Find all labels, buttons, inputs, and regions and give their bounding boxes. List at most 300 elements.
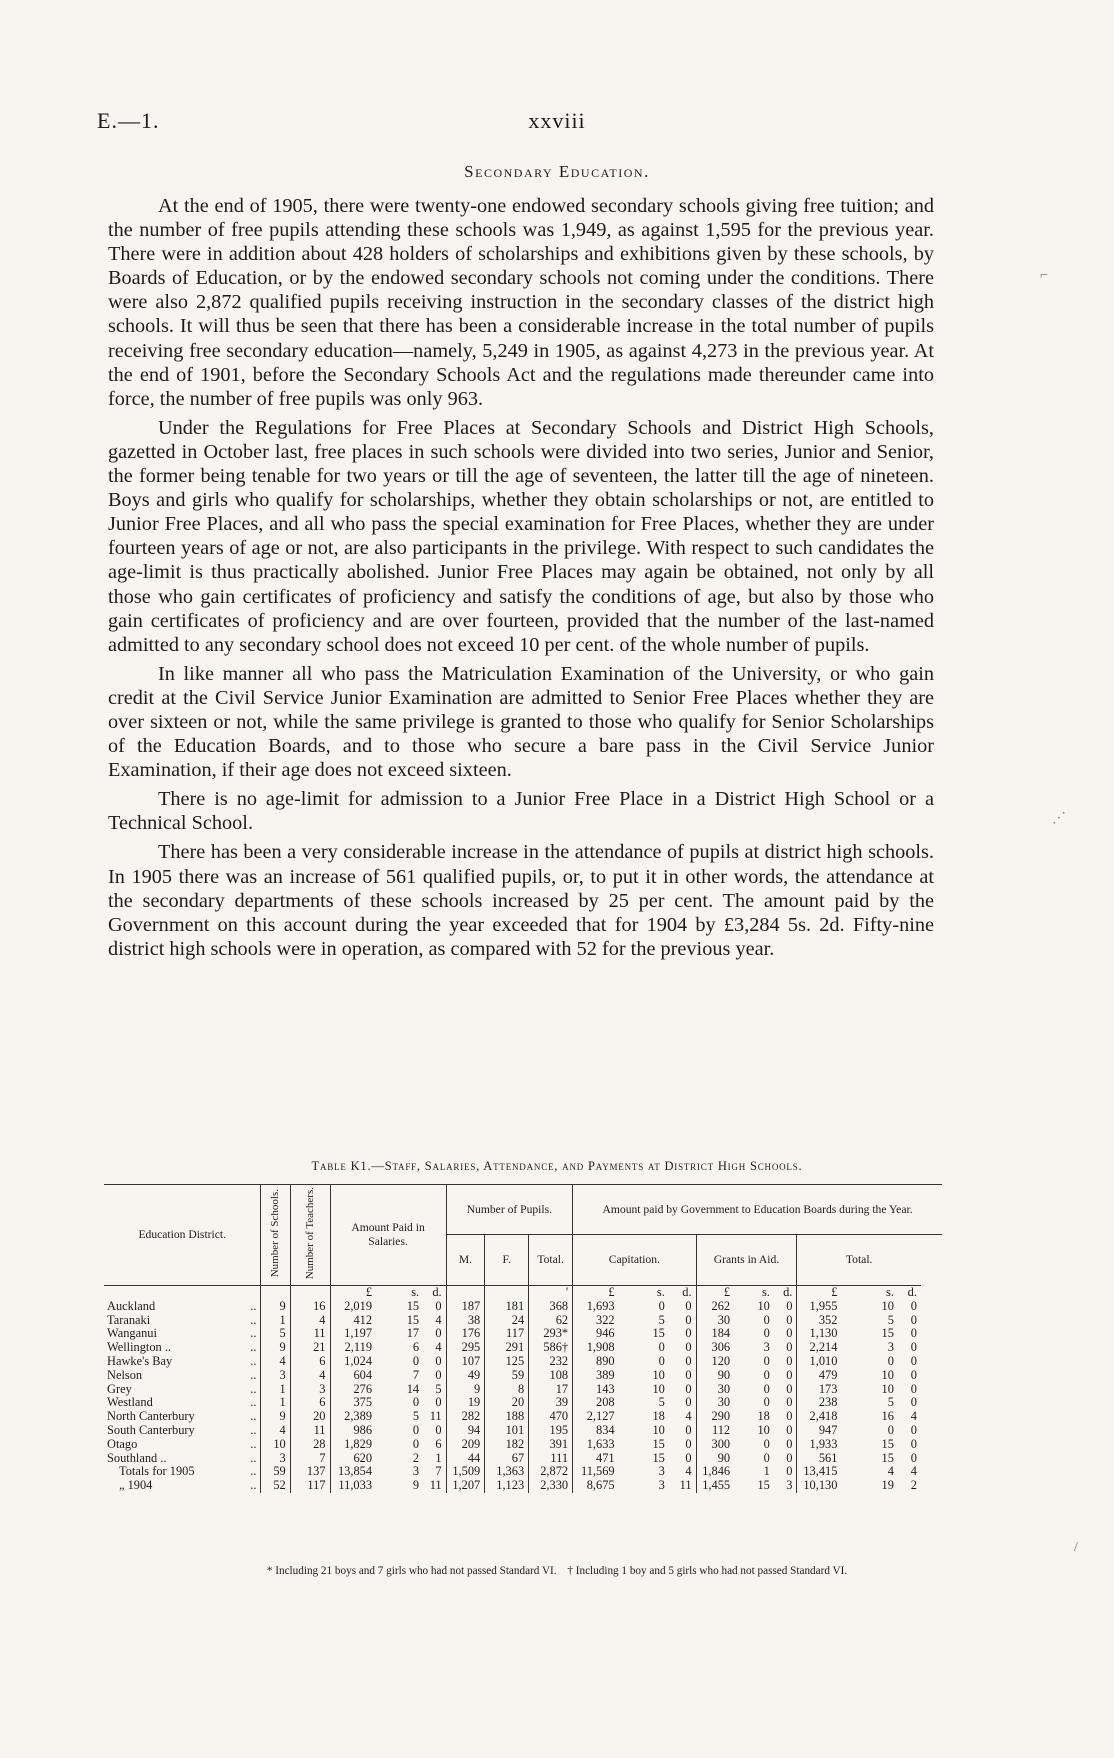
grant-shillings: 0 xyxy=(763,1436,770,1451)
salary-shillings: 14 xyxy=(406,1381,420,1396)
leader-dots: .. xyxy=(250,1464,257,1479)
payment-total-shillings: 19 xyxy=(881,1478,894,1493)
pupils-total: 17 xyxy=(529,1383,573,1397)
district-label: Westland xyxy=(107,1395,153,1410)
capitation-pounds: 208 xyxy=(573,1396,619,1410)
grant-pounds: 290 xyxy=(696,1410,734,1424)
pupils-male: 187 xyxy=(446,1300,485,1314)
unit-shillings: s. xyxy=(411,1284,420,1299)
spacer-cell xyxy=(921,1479,942,1493)
margin-mark: ⌐ xyxy=(1040,268,1048,283)
grant-pounds: 120 xyxy=(696,1355,734,1369)
salary-pence: 11 xyxy=(429,1478,442,1493)
leader-dots: .. xyxy=(250,1436,257,1451)
payment-total-pounds: 13,415 xyxy=(797,1465,842,1479)
capitation-shillings: 10 xyxy=(652,1381,665,1396)
section-title: Secondary Education. xyxy=(464,162,650,181)
salary-pence: 0 xyxy=(435,1353,442,1368)
capitation-pounds: 834 xyxy=(573,1424,619,1438)
teachers-count: 28 xyxy=(290,1438,330,1452)
salary-shillings: 0 xyxy=(412,1353,420,1368)
pupils-female: 181 xyxy=(485,1300,529,1314)
table-row xyxy=(104,1355,942,1369)
header-number-of-schools: Number of Schools. xyxy=(269,1188,282,1278)
spacer-cell xyxy=(921,1465,942,1479)
salary-shillings: 9 xyxy=(412,1478,420,1493)
capitation-pence: 11 xyxy=(679,1478,692,1493)
pupils-female: 20 xyxy=(485,1396,529,1410)
salary-shillings: 0 xyxy=(412,1422,420,1437)
pupils-total: 470 xyxy=(529,1410,573,1424)
capitation-shillings: 10 xyxy=(652,1367,665,1382)
grant-pence: 0 xyxy=(786,1422,793,1437)
pupils-total: 2,330 xyxy=(529,1479,573,1493)
grant-pounds: 1,455 xyxy=(696,1479,734,1493)
body-text xyxy=(108,194,934,966)
grant-pounds: 30 xyxy=(696,1383,734,1397)
capitation-pounds: 1,693 xyxy=(573,1300,619,1314)
capitation-shillings: 0 xyxy=(658,1298,665,1313)
totals-label-text: Totals for 1905 xyxy=(119,1464,195,1479)
pupils-male: 282 xyxy=(446,1410,485,1424)
payment-total-pounds: 1,130 xyxy=(797,1327,842,1341)
grant-pence: 3 xyxy=(786,1478,793,1493)
table-k1 xyxy=(104,1184,942,1493)
payment-total-shillings: 5 xyxy=(887,1395,894,1410)
district-label: North Canterbury xyxy=(107,1409,195,1424)
salary-shillings: 3 xyxy=(412,1464,420,1479)
spacer-cell xyxy=(921,1314,942,1328)
pupils-female: 67 xyxy=(485,1452,529,1466)
pupils-total: 62 xyxy=(529,1314,573,1328)
salary-pence: 7 xyxy=(435,1464,442,1479)
pupils-male: 44 xyxy=(446,1452,485,1466)
district-label: South Canterbury xyxy=(107,1422,195,1437)
paragraph: In like manner all who pass the Matriculation Examination of the University, or who gain credit at the Civil Service Junior Examination are admitted to Senior Free Places whether they are over sixteen or not, while the same privilege is granted to those who qualify for Senior Scholarships of the Education Boards, and to those who secure a bare pass in the Civil Service Junior Examination, if their age does not exceed sixteen. xyxy=(108,662,934,782)
district-name xyxy=(104,1355,261,1369)
unit-pound: £ xyxy=(330,1285,376,1299)
grant-pounds: 306 xyxy=(696,1341,734,1355)
pupils-female: 24 xyxy=(485,1314,529,1328)
payment-total-shillings: 10 xyxy=(881,1298,894,1313)
spacer-cell xyxy=(921,1396,942,1410)
salary-shillings: 0 xyxy=(412,1436,420,1451)
table-row xyxy=(104,1410,942,1424)
salary-shillings: 7 xyxy=(412,1367,420,1382)
district-name xyxy=(104,1314,261,1328)
leader-dots: .. xyxy=(250,1298,257,1313)
capitation-pence: 0 xyxy=(685,1395,692,1410)
pupils-female: 59 xyxy=(485,1369,529,1383)
pupils-female: 291 xyxy=(485,1341,529,1355)
grant-pence: 0 xyxy=(786,1298,793,1313)
salary-pence: 0 xyxy=(435,1367,442,1382)
payment-total-pence: 0 xyxy=(910,1298,917,1313)
header-grants-in-aid: Grants in Aid. xyxy=(696,1235,797,1286)
grant-pence: 0 xyxy=(786,1326,793,1341)
capitation-pounds: 322 xyxy=(573,1314,619,1328)
pupils-total: 586† xyxy=(529,1341,573,1355)
pupils-male: 1,509 xyxy=(446,1465,485,1479)
table-row xyxy=(104,1327,942,1341)
payment-total-pence: 0 xyxy=(910,1381,917,1396)
capitation-pence: 0 xyxy=(685,1367,692,1382)
pupils-male: 176 xyxy=(446,1327,485,1341)
pupils-male: 94 xyxy=(446,1424,485,1438)
grant-pence: 0 xyxy=(786,1464,793,1479)
schools-count: 59 xyxy=(261,1465,290,1479)
district-name xyxy=(104,1410,261,1424)
grant-shillings: 0 xyxy=(763,1450,770,1465)
payment-total-pounds: 2,418 xyxy=(797,1410,842,1424)
leader-dots: .. xyxy=(250,1367,257,1382)
payment-total-pence: 0 xyxy=(910,1422,917,1437)
payment-total-pence: 0 xyxy=(910,1450,917,1465)
salary-pence: 0 xyxy=(435,1298,442,1313)
spacer-cell xyxy=(921,1410,942,1424)
salary-shillings: 17 xyxy=(406,1326,420,1341)
paragraph: At the end of 1905, there were twenty-one endowed secondary schools giving free tuition; and the number of free pupils attending these schools was 1,949, as against 1,595 for the previous year. There were in addition about 428 holders of scholarships and exhibitions given by these schools, by Boards of Education, or by the endowed secondary schools not coming under the conditions. There were also 2,872 qualified pupils receiving instruction in the secondary classes of the district high schools. It will thus be seen that there has been a considerable increase in the total number of pupils receiving free secondary education—namely, 5,249 in 1905, as against 4,273 in the previous year. At the end of 1901, before the Secondary Schools Act and the regulations made thereunder came into force, the number of free pupils was only 963. xyxy=(108,195,934,410)
capitation-pounds: 11,569 xyxy=(573,1465,619,1479)
salary-pence: 1 xyxy=(435,1450,442,1465)
salary-shillings: 5 xyxy=(412,1409,420,1424)
schools-count: 1 xyxy=(261,1314,290,1328)
spacer-cell xyxy=(921,1369,942,1383)
unit-pence: d. xyxy=(682,1284,692,1299)
payment-total-shillings: 3 xyxy=(887,1340,894,1355)
payment-total-pence: 4 xyxy=(910,1464,917,1479)
district-label: Southland .. xyxy=(107,1450,167,1465)
totals-label xyxy=(104,1479,261,1493)
capitation-pounds: 946 xyxy=(573,1327,619,1341)
grant-pence: 0 xyxy=(786,1353,793,1368)
unit-pound: £ xyxy=(696,1285,734,1299)
salary-pounds: 2,119 xyxy=(330,1341,376,1355)
district-label: Grey xyxy=(107,1381,132,1396)
payment-total-pounds: 10,130 xyxy=(797,1479,842,1493)
spacer-cell xyxy=(921,1300,942,1314)
pupils-male: 295 xyxy=(446,1341,485,1355)
totals-label-text: „ 1904 xyxy=(119,1478,153,1493)
district-name xyxy=(104,1424,261,1438)
header-government-payments: Amount paid by Government to Education Boards during the Year. xyxy=(573,1185,942,1235)
pupils-male: 19 xyxy=(446,1396,485,1410)
grant-pence: 0 xyxy=(786,1340,793,1355)
grant-shillings: 0 xyxy=(763,1326,770,1341)
salary-pounds: 604 xyxy=(330,1369,376,1383)
grant-pounds: 262 xyxy=(696,1300,734,1314)
grant-shillings: 18 xyxy=(757,1409,770,1424)
capitation-pence: 4 xyxy=(685,1464,692,1479)
payment-total-pounds: 1,933 xyxy=(797,1438,842,1452)
grant-shillings: 3 xyxy=(763,1340,770,1355)
header-male: M. xyxy=(446,1235,485,1286)
capitation-shillings: 15 xyxy=(652,1436,665,1451)
salary-pence: 0 xyxy=(435,1422,442,1437)
grant-shillings: 0 xyxy=(763,1395,770,1410)
capitation-shillings: 15 xyxy=(652,1450,665,1465)
spacer-cell xyxy=(921,1327,942,1341)
pupils-male: 209 xyxy=(446,1438,485,1452)
capitation-shillings: 15 xyxy=(652,1326,665,1341)
capitation-pence: 0 xyxy=(685,1312,692,1327)
pupils-male: 9 xyxy=(446,1383,485,1397)
payment-total-shillings: 15 xyxy=(881,1326,894,1341)
schools-count: 1 xyxy=(261,1396,290,1410)
salary-pounds: 1,829 xyxy=(330,1438,376,1452)
capitation-pounds: 1,908 xyxy=(573,1341,619,1355)
grant-shillings: 1 xyxy=(763,1464,770,1479)
pupils-total: 368 xyxy=(529,1300,573,1314)
capitation-pence: 0 xyxy=(685,1422,692,1437)
unit-pound: £ xyxy=(573,1285,619,1299)
salary-pence: 4 xyxy=(435,1312,442,1327)
document-reference: E.—1. xyxy=(97,108,160,133)
salary-pence: 0 xyxy=(435,1395,442,1410)
payment-total-pounds: 173 xyxy=(797,1383,842,1397)
grant-pounds: 30 xyxy=(696,1314,734,1328)
paragraph: Under the Regulations for Free Places at Secondary Schools and District High Schools, gazetted in October last, free places in such schools were divided into two series, Junior and Senior, the former being tenable for two years or till the age of seventeen, the latter till the age of nineteen. Boys and girls who qualify for scholarships, whether they obtain scholarships or not, are entitled to Junior Free Places, and all who pass the special examination for Free Places, whether they are under fourteen years of age or not, are also participants in the privilege. With respect to such candidates the age-limit is thus practically abolished. Junior Free Places may again be obtained, not only by all those who gain certificates of proficiency and satisfy the conditions of age, but also by those who gain certificates of proficiency and are over fourteen, provided that the number of the last-named admitted to any secondary school does not exceed 10 per cent. of the whole number of pupils. xyxy=(108,416,934,656)
pupils-female: 1,363 xyxy=(485,1465,529,1479)
payment-total-shillings: 5 xyxy=(887,1312,894,1327)
header-female: F. xyxy=(485,1235,529,1286)
salary-pence: 4 xyxy=(435,1340,442,1355)
grant-pounds: 1,846 xyxy=(696,1465,734,1479)
payment-total-pounds: 352 xyxy=(797,1314,842,1328)
salary-pounds: 1,024 xyxy=(330,1355,376,1369)
grant-shillings: 0 xyxy=(763,1353,770,1368)
salary-pence: 5 xyxy=(435,1381,442,1396)
capitation-pence: 0 xyxy=(685,1450,692,1465)
unit-pence: d. xyxy=(783,1284,793,1299)
teachers-count: 4 xyxy=(290,1314,330,1328)
district-label: Wellington .. xyxy=(107,1340,172,1355)
schools-count: 4 xyxy=(261,1424,290,1438)
salary-pounds: 11,033 xyxy=(330,1479,376,1493)
footnote-dagger: † Including 1 boy and 5 girls who had not passed Standard VI. xyxy=(567,1565,848,1577)
header-capitation: Capitation. xyxy=(573,1235,696,1286)
units-row xyxy=(104,1285,942,1299)
salary-pounds: 13,854 xyxy=(330,1465,376,1479)
capitation-shillings: 5 xyxy=(658,1312,665,1327)
leader-dots: .. xyxy=(250,1340,257,1355)
header-education-district: Education District. xyxy=(104,1185,261,1286)
capitation-shillings: 3 xyxy=(658,1464,665,1479)
unit-mark: ' xyxy=(529,1285,573,1299)
payment-total-pence: 0 xyxy=(910,1326,917,1341)
table-footnotes xyxy=(0,1565,1114,1577)
schools-count: 9 xyxy=(261,1341,290,1355)
payment-total-pence: 0 xyxy=(910,1340,917,1355)
teachers-count: 4 xyxy=(290,1369,330,1383)
spacer-cell xyxy=(921,1355,942,1369)
salary-pounds: 1,197 xyxy=(330,1327,376,1341)
grant-pounds: 90 xyxy=(696,1369,734,1383)
salary-shillings: 2 xyxy=(412,1450,420,1465)
payment-total-shillings: 4 xyxy=(887,1464,894,1479)
grant-pounds: 30 xyxy=(696,1396,734,1410)
district-name xyxy=(104,1327,261,1341)
district-label: Hawke's Bay xyxy=(107,1353,173,1368)
pupils-total: 108 xyxy=(529,1369,573,1383)
payment-total-pounds: 1,010 xyxy=(797,1355,842,1369)
grant-pence: 0 xyxy=(786,1381,793,1396)
salary-pounds: 986 xyxy=(330,1424,376,1438)
salary-pounds: 2,019 xyxy=(330,1300,376,1314)
grant-pence: 0 xyxy=(786,1436,793,1451)
grant-pounds: 184 xyxy=(696,1327,734,1341)
header-payments-total: Total. xyxy=(797,1235,921,1286)
payment-total-pounds: 479 xyxy=(797,1369,842,1383)
grant-pence: 0 xyxy=(786,1395,793,1410)
leader-dots: .. xyxy=(250,1422,257,1437)
salary-shillings: 0 xyxy=(412,1395,420,1410)
salary-shillings: 15 xyxy=(406,1312,420,1327)
grant-pence: 0 xyxy=(786,1450,793,1465)
capitation-pounds: 890 xyxy=(573,1355,619,1369)
leader-dots: .. xyxy=(250,1326,257,1341)
capitation-pence: 0 xyxy=(685,1436,692,1451)
payment-total-pence: 0 xyxy=(910,1367,917,1382)
table-row xyxy=(104,1396,942,1410)
leader-dots: .. xyxy=(250,1409,257,1424)
salary-pounds: 412 xyxy=(330,1314,376,1328)
pupils-male: 107 xyxy=(446,1355,485,1369)
payment-total-pence: 0 xyxy=(910,1312,917,1327)
margin-mark: / xyxy=(1074,1540,1078,1555)
margin-mark: ⋰ xyxy=(1052,811,1066,826)
leader-dots: .. xyxy=(250,1450,257,1465)
district-name xyxy=(104,1438,261,1452)
payment-total-pounds: 238 xyxy=(797,1396,842,1410)
payment-total-pence: 4 xyxy=(910,1409,917,1424)
unit-shillings: s. xyxy=(761,1284,770,1299)
district-name xyxy=(104,1341,261,1355)
unit-pence: d. xyxy=(432,1284,442,1299)
district-name xyxy=(104,1369,261,1383)
payment-total-pounds: 947 xyxy=(797,1424,842,1438)
schools-count: 3 xyxy=(261,1452,290,1466)
teachers-count: 21 xyxy=(290,1341,330,1355)
salary-shillings: 6 xyxy=(412,1340,420,1355)
pupils-female: 8 xyxy=(485,1383,529,1397)
teachers-count: 117 xyxy=(290,1479,330,1493)
header-pupils-total: Total. xyxy=(529,1235,573,1286)
schools-count: 10 xyxy=(261,1438,290,1452)
leader-dots: .. xyxy=(250,1395,257,1410)
payment-total-shillings: 16 xyxy=(881,1409,894,1424)
district-name xyxy=(104,1452,261,1466)
salary-pence: 11 xyxy=(429,1409,442,1424)
capitation-shillings: 18 xyxy=(652,1409,665,1424)
grant-pounds: 112 xyxy=(696,1424,734,1438)
table-row xyxy=(104,1314,942,1328)
pupils-female: 117 xyxy=(485,1327,529,1341)
payment-total-pence: 0 xyxy=(910,1395,917,1410)
leader-dots: .. xyxy=(250,1353,257,1368)
pupils-total: 195 xyxy=(529,1424,573,1438)
schools-count: 1 xyxy=(261,1383,290,1397)
payment-total-shillings: 15 xyxy=(881,1450,894,1465)
table-caption: Table K1.—Staff, Salaries, Attendance, and Payments at District High Schools. xyxy=(311,1159,803,1173)
pupils-female: 125 xyxy=(485,1355,529,1369)
schools-count: 9 xyxy=(261,1300,290,1314)
grant-pence: 0 xyxy=(786,1312,793,1327)
spacer-cell xyxy=(921,1424,942,1438)
table-row xyxy=(104,1438,942,1452)
pupils-total: 2,872 xyxy=(529,1465,573,1479)
salary-pounds: 276 xyxy=(330,1383,376,1397)
grant-shillings: 0 xyxy=(763,1312,770,1327)
spacer-cell xyxy=(921,1383,942,1397)
payment-total-pounds: 561 xyxy=(797,1452,842,1466)
capitation-shillings: 5 xyxy=(658,1395,665,1410)
capitation-pounds: 471 xyxy=(573,1452,619,1466)
payment-total-shillings: 10 xyxy=(881,1381,894,1396)
table-row xyxy=(104,1341,942,1355)
table-row xyxy=(104,1424,942,1438)
unit-shillings: s. xyxy=(656,1284,665,1299)
schools-count: 5 xyxy=(261,1327,290,1341)
grant-pence: 0 xyxy=(786,1409,793,1424)
payment-total-shillings: 0 xyxy=(887,1353,894,1368)
paragraph: There has been a very considerable increase in the attendance of pupils at district high schools. In 1905 there was an increase of 561 qualified pupils, or, to put it in other words, the attendance at the secondary departments of these schools increased by 25 per cent. The amount paid by the Government on this account during the year exceeded that for 1904 by £3,284 5s. 2d. Fifty-nine district high schools were in operation, as compared with 52 for the previous year. xyxy=(108,841,934,960)
capitation-pence: 0 xyxy=(685,1326,692,1341)
salary-pounds: 620 xyxy=(330,1452,376,1466)
pupils-total: 293* xyxy=(529,1327,573,1341)
header-number-of-teachers: Number of Teachers. xyxy=(303,1187,316,1280)
unit-pound: £ xyxy=(797,1285,842,1299)
table-row xyxy=(104,1383,942,1397)
capitation-shillings: 0 xyxy=(658,1353,665,1368)
district-label: Auckland xyxy=(107,1298,156,1313)
salary-pounds: 2,389 xyxy=(330,1410,376,1424)
table-row xyxy=(104,1300,942,1314)
capitation-pence: 0 xyxy=(685,1340,692,1355)
unit-pence: d. xyxy=(907,1284,917,1299)
footnote-asterisk: * Including 21 boys and 7 girls who had not passed Standard VI. xyxy=(266,1565,557,1577)
capitation-pounds: 1,633 xyxy=(573,1438,619,1452)
schools-count: 4 xyxy=(261,1355,290,1369)
payment-total-pounds: 2,214 xyxy=(797,1341,842,1355)
payment-total-pence: 2 xyxy=(910,1478,917,1493)
teachers-count: 7 xyxy=(290,1452,330,1466)
pupils-total: 111 xyxy=(529,1452,573,1466)
payment-total-shillings: 0 xyxy=(887,1422,894,1437)
capitation-pence: 0 xyxy=(685,1353,692,1368)
pupils-total: 232 xyxy=(529,1355,573,1369)
pupils-female: 1,123 xyxy=(485,1479,529,1493)
district-label: Nelson xyxy=(107,1367,143,1382)
table-row xyxy=(104,1369,942,1383)
payment-total-pence: 0 xyxy=(910,1353,917,1368)
table-row xyxy=(104,1452,942,1466)
district-name xyxy=(104,1383,261,1397)
leader-dots: .. xyxy=(250,1478,257,1493)
spacer-cell xyxy=(921,1341,942,1355)
capitation-pence: 0 xyxy=(685,1298,692,1313)
paragraph: There is no age-limit for admission to a Junior Free Place in a District High School or a Technical School. xyxy=(108,788,934,835)
pupils-male: 38 xyxy=(446,1314,485,1328)
salary-shillings: 15 xyxy=(406,1298,420,1313)
pupils-female: 101 xyxy=(485,1424,529,1438)
schools-count: 9 xyxy=(261,1410,290,1424)
district-name xyxy=(104,1396,261,1410)
grant-shillings: 0 xyxy=(763,1381,770,1396)
leader-dots: .. xyxy=(250,1312,257,1327)
header-amount-paid-salaries: Amount Paid in Salaries. xyxy=(330,1185,446,1286)
header-number-of-pupils: Number of Pupils. xyxy=(446,1185,572,1235)
